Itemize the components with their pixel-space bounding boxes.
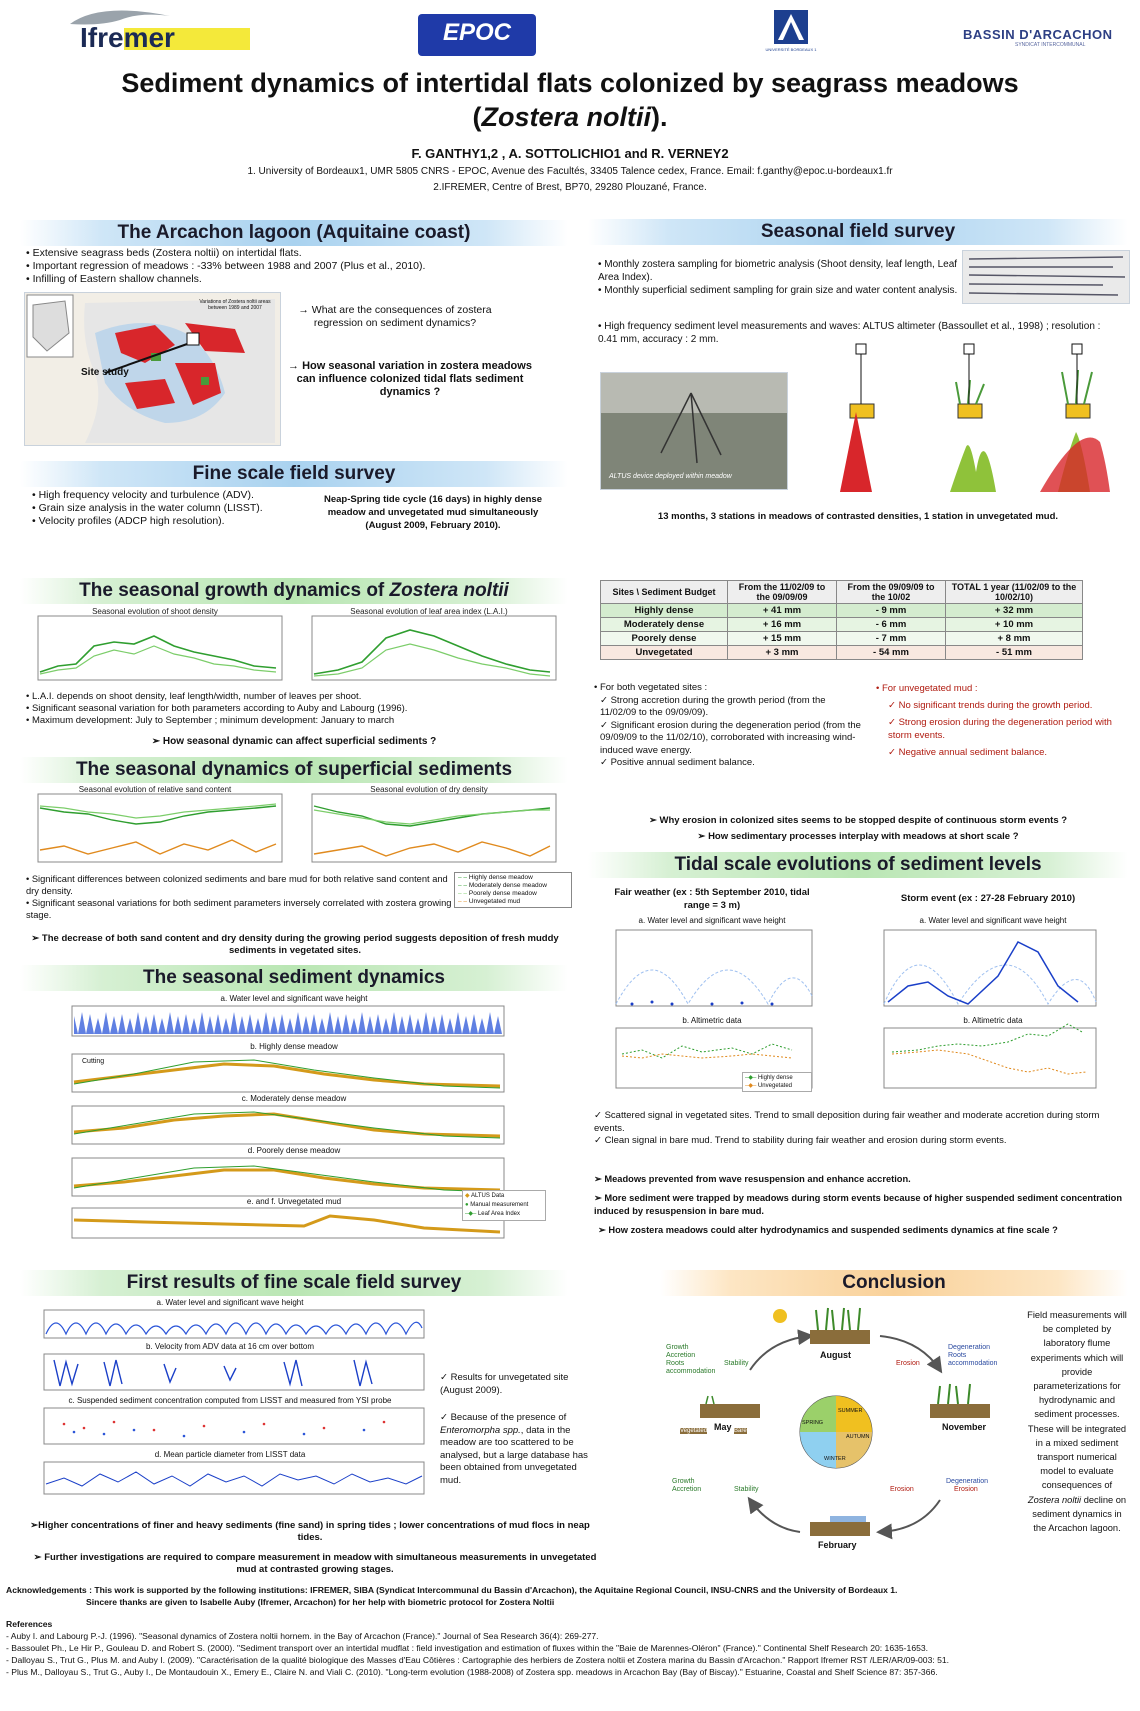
cycle-growth-label-2: Growth [672, 1478, 695, 1485]
seasonal-survey-bullet: • Monthly zostera sampling for biometric analysis (Shoot density, leaf length, Leaf Area Index). [598, 259, 958, 283]
table-cell: - 9 mm [837, 604, 946, 618]
table-cell: - 51 mm [946, 646, 1083, 660]
section-header-sediment-dynamics: The seasonal sediment dynamics [20, 965, 568, 991]
growth-bullet: • L.A.I. depends on shoot density, leaf length/width, number of leaves per shoot. [26, 691, 362, 702]
altus-photo-caption: ALTUS device deployed within meadow [609, 473, 732, 480]
tidal-bullet: ✓ Scattered signal in vegetated sites. Trend to small deposition during fair weather and moderate accretion during storm events. [594, 1110, 1100, 1134]
vegetated-item: ✓ Positive annual sediment balance. [600, 757, 755, 768]
section-header-seasonal-survey: Seasonal field survey [588, 219, 1128, 245]
fair-panel-a-title: a. Water level and significant wave height [638, 916, 786, 925]
table-cell: + 15 mm [728, 632, 837, 646]
title-paren-close: ). [651, 102, 668, 132]
first-results-2-text: ✓ Because of the presence of [440, 1412, 567, 1423]
growth-bullets [26, 691, 566, 727]
storm-event-charts [858, 916, 1128, 1101]
seasonal-survey-bullets [598, 258, 958, 297]
dry-density-chart [298, 784, 560, 870]
vegetated-head: • For both vegetated sites : [594, 682, 708, 693]
conclusion-text-a: Field measurements will be completed by laboratory flume experiments which will provide parameterizations for hydrodynamic and sediment processes. These will be integrated in a mixed sediment transport numerical model to evaluate consequences of [1027, 1310, 1127, 1491]
first-panel-c-title: c. Suspended sediment concentration computed from LISST and measured from YSI probe [68, 1396, 392, 1405]
reference-item: - Dalloyau S., Trut G., Plus M. and Auby I. (2009). "Caractérisation de la qualité biologique des Masses d'Eau Côtières : Cartographie des herbiers de Zostera noltii et Zostera marina du Bassin d'Arcachon." Rapport Ifremer RST /LER/AR/09-003: 51. [6, 1655, 950, 1665]
cycle-erosion-label: Erosion [896, 1360, 920, 1367]
site-study-label: Site study [81, 367, 129, 378]
seasonal-survey-bullet: • Monthly superficial sediment sampling for grain size and water content analysis. [598, 285, 958, 296]
table-cell: Unvegetated [601, 646, 728, 660]
cycle-erosion-label-2: Erosion [890, 1486, 914, 1493]
sed-panel-e-title: e. and f. Unvegetated mud [246, 1197, 342, 1206]
table-row [601, 632, 1083, 646]
tidal-conclusion-2: ➢ More sediment were trapped by meadows during storm events because of higher suspended sediment concentration induced by resuspension in bare mud. [594, 1193, 1123, 1216]
first-results-2-species: Enteromorpha spp. [440, 1424, 521, 1436]
section-header-first-results: First results of fine scale field survey [20, 1270, 568, 1296]
legend-label: Poorely dense meadow [468, 890, 537, 897]
first-results-2-rest: , data in the meadow are too scattered to be analysed, but a large database has been obtained from unvegetated mud. [440, 1424, 588, 1486]
first-panel-b-title: b. Velocity from ADV data at 16 cm over bottom [145, 1342, 315, 1351]
legend-label: Highly dense meadow [468, 874, 533, 881]
cycle-roots-label: Roots accommodation [666, 1360, 716, 1375]
superficial-bullet: • Significant seasonal variations for both sediment parameters inversely correlated with zostera growing stage. [26, 898, 452, 920]
table-cell: + 8 mm [946, 632, 1083, 646]
lai-chart [298, 606, 560, 688]
legend-item: ● Manual measurement [465, 1202, 529, 1208]
section-header-tidal: Tidal scale evolutions of sediment levels [588, 852, 1128, 878]
fair-weather-label: Fair weather (ex : 5th September 2010, tidal range = 3 m) [614, 887, 810, 911]
map-title: Variations of Zostera noltii areas between 1989 and 2007 [199, 299, 271, 311]
legend-label: Unvegetated [757, 1083, 792, 1089]
ifremer-logo [60, 6, 250, 52]
title-line2 [0, 100, 1140, 134]
tidal-legend [742, 1072, 812, 1092]
first-conclusion-2: ➢ Further investigations are required to compare measurement in meadow with simultaneous measurements in unvegetated mud at contrasted growing stages. [33, 1552, 597, 1575]
legend-item: – – Highly dense meadow [458, 874, 533, 881]
cycle-graphic [660, 1300, 1028, 1565]
legend-item: –◆– Unvegetated [745, 1083, 792, 1089]
unvegetated-item: ✓ Negative annual sediment balance. [888, 747, 1048, 758]
unvegetated-item: ✓ Strong erosion during the degeneration period with storm events. [888, 717, 1112, 741]
arcachon-question-2: → How seasonal variation in zostera meadows can influence colonized tidal flats sediment dynamics ? [288, 360, 532, 398]
conclusion-text-species: Zostera noltii [1027, 1494, 1082, 1505]
cycle-vegetated-label: Vegetated [680, 1428, 708, 1434]
sediment-dynamics-figure [44, 994, 544, 1246]
storm-event-label: Storm event (ex : 27-28 February 2010) [900, 893, 1076, 904]
zostera-leaves-photo [962, 250, 1130, 304]
legend-item: ◆ ALTUS Data [465, 1193, 505, 1199]
legend-label: Leaf Area Index [477, 1211, 521, 1217]
arcachon-bullets [26, 247, 566, 286]
tidal-bullet: ✓ Clean signal in bare mud. Trend to stability during fair weather and erosion during storm events. [594, 1135, 1007, 1146]
growth-title-text: The seasonal growth dynamics of [79, 580, 390, 601]
legend-item: – – Poorely dense meadow [458, 890, 537, 897]
title-paren-open: ( [472, 102, 482, 132]
seasonal-survey-bullet-3: • High frequency sediment level measurements and waves: ALTUS altimeter (Bassoullet et al., 1998) ; resolution : 0.41 mm, accuracy : 2 mm. [598, 321, 1101, 345]
superficial-bullet: • Significant differences between colonized sediments and bare mud for both relative sand content and dry density. [26, 874, 448, 896]
fine-scale-note: Neap-Spring tide cycle (16 days) in highly dense meadow and unvegetated mud simultaneously (August 2009, February 2010). [323, 494, 543, 531]
legend-label: Highly dense [757, 1075, 793, 1081]
seasonal-survey-footer: 13 months, 3 stations in meadows of contrasted densities, 1 station in unvegetated mud. [657, 511, 1059, 522]
affiliation-1: 1. University of Bordeaux1, UMR 5805 CNRS - EPOC, Avenue des Facultés, 33405 Talence cedex, France. Email: f.ganthy@epoc.u-bordeaux1.fr [247, 166, 893, 177]
sed-panel-c-title: c. Moderately dense meadow [241, 1094, 347, 1103]
reference-item: - Bassoulet Ph., Le Hir P., Gouleau D. and Robert S. (2000). "Sediment transport over an intertidal mudflat : field investigation and estimation of fluxes within the "Baie de Marennes-Oléron" (France)." Continental Shelf Research 20: 1635-1653. [6, 1643, 929, 1653]
storm-panel-a-title: a. Water level and significant wave height [919, 916, 1067, 925]
month-february: February [818, 1540, 857, 1550]
table-cell: + 10 mm [946, 618, 1083, 632]
reference-item: - Auby I. and Labourg P.-J. (1996). "Seasonal dynamics of Zostera noltii hornem. in the Bay of Arcachon (France)." Journal of Sea Research 36(4): 269-277. [6, 1631, 599, 1641]
shoot-density-plot [24, 606, 286, 688]
table-header: From the 11/02/09 to the 09/09/09 [728, 581, 837, 604]
altus-device-photo [600, 372, 788, 490]
sed-panel-d-title: d. Poorely dense meadow [247, 1146, 341, 1155]
arcachon-bullet: • Extensive seagrass beds (Zostera noltii) on intertidal flats. [26, 247, 302, 259]
arcachon-bullet: • Important regression of meadows : -33% between 1988 and 2007 (Plus et al., 2010). [26, 260, 426, 272]
budget-question-1: ➢ Why erosion in colonized sites seems to be stopped despite of continuous storm events ? [648, 815, 1068, 826]
fair-weather-charts [592, 916, 832, 1101]
tidal-conclusion-1: ➢ Meadows prevented from wave resuspension and enhance accretion. [594, 1174, 911, 1184]
superficial-bullets [26, 873, 454, 921]
fine-scale-bullet: • Velocity profiles (ADCP high resolution). [32, 515, 225, 527]
budget-question-2: ➢ How sedimentary processes interplay with meadows at short scale ? [697, 831, 1019, 842]
ifremer-logo-text: Ifremer [80, 22, 175, 53]
growth-title-species: Zostera noltii [389, 580, 509, 601]
month-may: May [714, 1422, 732, 1432]
references-heading: References [6, 1619, 53, 1629]
cycle-growth-label: Growth [666, 1344, 689, 1351]
sed-panel-a-title: a. Water level and significant wave height [220, 994, 368, 1003]
lai-chart-title: Seasonal evolution of leaf area index (L.A.I.) [350, 607, 508, 616]
table-cell: - 54 mm [837, 646, 946, 660]
fine-scale-bullet: • Grain size analysis in the water column (LISST). [32, 502, 263, 514]
section-header-growth [20, 578, 568, 604]
cycle-erosion-label-3: Erosion [954, 1486, 978, 1493]
bordeaux-logo-text: UNIVERSITÉ BORDEAUX 1 [765, 47, 817, 52]
legend-label: ALTUS Data [470, 1193, 505, 1199]
month-august: August [820, 1350, 851, 1360]
altus-device-graphic [601, 373, 787, 489]
first-conclusion-1: ➢Higher concentrations of finer and heavy sediments (fine sand) in spring tides ; lower concentrations of mud flocs in neap tides. [30, 1520, 590, 1543]
season-spring: SPRING [802, 1420, 824, 1426]
season-autumn: AUTUMN [846, 1434, 870, 1440]
table-row [601, 618, 1083, 632]
legend-item: – – Unvegetated mud [458, 898, 521, 905]
legend-label: Unvegetated mud [468, 898, 521, 905]
superficial-legend [454, 872, 572, 908]
section-header-arcachon: The Arcachon lagoon (Aquitaine coast) [20, 220, 568, 246]
leaves-graphic [963, 251, 1129, 303]
sed-legend [462, 1190, 546, 1221]
vegetated-item: ✓ Significant erosion during the degeneration period (from the 09/09/09 to the 11/02/10), corroborated with increasing wind-induced wave energy. [600, 719, 861, 756]
legend-item: –◆– Leaf Area Index [465, 1211, 521, 1217]
table-cell: Moderately dense [601, 618, 728, 632]
bassin-logo [963, 26, 1138, 56]
fine-scale-bullet: • High frequency velocity and turbulence (ADV). [32, 489, 254, 501]
table-row [601, 646, 1083, 660]
table-cell: + 41 mm [728, 604, 837, 618]
tidal-bullets [594, 1110, 1114, 1148]
conclusion-cycle-diagram [660, 1300, 1028, 1565]
bordeaux-logo [765, 8, 817, 58]
legend-label: Manual measurement [470, 1202, 529, 1208]
table-row [601, 604, 1083, 618]
dry-density-chart-title: Seasonal evolution of dry density [370, 785, 488, 794]
season-winter: WINTER [824, 1456, 846, 1462]
reference-item: - Plus M., Dalloyau S., Trut G., Auby I., De Montaudouin X., Emery E., Claire N. and Viali C. (2010). "Long-term evolution (1988-2008) of Zostera spp. meadows in Arcachon Bay (Bay of Biscay)." Estuarine, Coastal and Shelf Science 87: 357-366. [6, 1667, 938, 1677]
ack-line-1: Acknowledgements : This work is supported by the following institutions: IFREMER, SIBA (Syndicat Intercommunal du Bassin d'Arcachon), the Aquitaine Regional Council, INSU-CNRS and the University of Bordeaux 1. [6, 1585, 898, 1595]
superficial-conclusion: ➢ The decrease of both sand content and dry density during the growing period suggests deposition of fresh muddy sediments in vegetated sites. [31, 933, 559, 956]
sand-content-plot [24, 784, 286, 870]
cycle-degeneration-label: Degeneration [948, 1344, 991, 1351]
storm-event-plots [858, 916, 1128, 1101]
storm-panel-b-title: b. Altimetric data [963, 1016, 1023, 1025]
affiliation-2: 2.IFREMER, Centre of Brest, BP70, 29280 Plouzané, France. [433, 182, 707, 193]
legend-item: – – Moderately dense meadow [458, 882, 547, 889]
unvegetated-item: ✓ No significant trends during the growth period. [888, 700, 1093, 711]
unvegetated-head: • For unvegetated mud : [876, 683, 978, 694]
table-cell: - 7 mm [837, 632, 946, 646]
sediment-budget-table [600, 580, 1083, 660]
authors: F. GANTHY1,2 , A. SOTTOLICHIO1 and R. VERNEY2 [411, 146, 729, 161]
cycle-stability-label: Stability [724, 1360, 749, 1367]
references [6, 1618, 1134, 1678]
sed-panel-b-title: b. Highly dense meadow [250, 1042, 338, 1051]
month-november: November [942, 1422, 987, 1432]
fine-scale-bullets [32, 489, 332, 528]
epoc-logo-text: EPOC [442, 19, 511, 46]
table-header: Sites \ Sediment Budget [601, 581, 728, 604]
growth-bullet: • Maximum development: July to September ; minimum development: January to march [26, 715, 395, 726]
vegetated-item: ✓ Strong accretion during the growth period (from the 11/02/09 to the 09/09/09). [600, 694, 826, 718]
cycle-stability-label-2: Stability [734, 1486, 759, 1493]
season-summer: SUMMER [838, 1408, 863, 1414]
table-header: TOTAL 1 year (11/02/09 to the 10/02/10) [946, 581, 1083, 604]
cycle-degeneration-label-2: Degeneration [946, 1478, 989, 1485]
cycle-roots-label-2: Roots accommodation [948, 1352, 998, 1367]
vegetated-findings [594, 682, 864, 770]
cutting-label: Cutting [82, 1058, 105, 1065]
growth-bullet: • Significant seasonal variation for both parameters according to Auby and Labourg (1996). [26, 703, 408, 714]
altimeter-schematic-graphic [800, 342, 1128, 497]
shoot-density-chart-title: Seasonal evolution of shoot density [92, 607, 218, 616]
lai-plot [298, 606, 560, 688]
acknowledgements [6, 1584, 1134, 1608]
cycle-bare-label: Bare [734, 1428, 747, 1434]
tidal-conclusion-3: ➢ How zostera meadows could alter hydrodynamics and suspended sediments dynamics at fine scale ? [598, 1225, 1058, 1235]
lagoon-map [24, 292, 281, 446]
unvegetated-findings [876, 682, 1126, 759]
arcachon-question-1: → What are the consequences of zostera regression on sediment dynamics? [298, 304, 492, 329]
lagoon-map-graphic [25, 293, 280, 445]
university-emblem-icon [768, 8, 814, 46]
title-line1: Sediment dynamics of intertidal flats colonized by seagrass meadows [121, 68, 1019, 98]
first-panel-d-title: d. Mean particle diameter from LISST data [154, 1450, 306, 1459]
conclusion-text [1026, 1308, 1128, 1535]
legend-label: Moderately dense meadow [468, 882, 547, 889]
section-header-conclusion: Conclusion [660, 1270, 1128, 1296]
cycle-accretion-label-2: Accretion [672, 1486, 702, 1493]
bassin-logo-subtext: SYNDICAT INTERCOMMUNAL [1015, 42, 1086, 48]
first-results-figure [24, 1298, 436, 1498]
bassin-logo-text: BASSIN D'ARCACHON [963, 27, 1113, 42]
section-header-superficial: The seasonal dynamics of superficial sediments [20, 757, 568, 783]
shoot-density-chart [24, 606, 286, 688]
ack-line-2: Sincere thanks are given to Isabelle Auby (Ifremer, Arcachon) for her help with biometric protocol for Zostera Noltii [86, 1597, 555, 1607]
first-results-1: ✓ Results for unvegetated site (August 2009). [440, 1372, 569, 1396]
table-cell: + 3 mm [728, 646, 837, 660]
table-cell: Poorely dense [601, 632, 728, 646]
conclusion-text-b: decline on sediment dynamics in the Arcachon lagoon. [1032, 1494, 1127, 1534]
poster-title [0, 66, 1140, 134]
table-cell: + 32 mm [946, 604, 1083, 618]
dry-density-plot [298, 784, 560, 870]
table-header: From the 09/09/09 to the 10/02 [837, 581, 946, 604]
first-results-2 [440, 1412, 590, 1487]
growth-question: ➢ How seasonal dynamic can affect superficial sediments ? [151, 736, 437, 747]
first-panel-a-title: a. Water level and significant wave height [156, 1298, 304, 1307]
sand-content-chart [24, 784, 286, 870]
fair-panel-b-title: b. Altimetric data [682, 1016, 742, 1025]
epoc-logo [418, 14, 536, 56]
cycle-accretion-label: Accretion [666, 1352, 696, 1359]
altimeter-schematic [800, 342, 1128, 497]
arcachon-bullet: • Infilling of Eastern shallow channels. [26, 273, 202, 285]
section-header-fine-scale: Fine scale field survey [20, 461, 568, 487]
table-cell: + 16 mm [728, 618, 837, 632]
table-cell: Highly dense [601, 604, 728, 618]
sand-content-chart-title: Seasonal evolution of relative sand content [78, 785, 232, 794]
title-species: Zostera noltii [481, 102, 651, 132]
table-cell: - 6 mm [837, 618, 946, 632]
legend-item: –◆– Highly dense [745, 1075, 793, 1081]
